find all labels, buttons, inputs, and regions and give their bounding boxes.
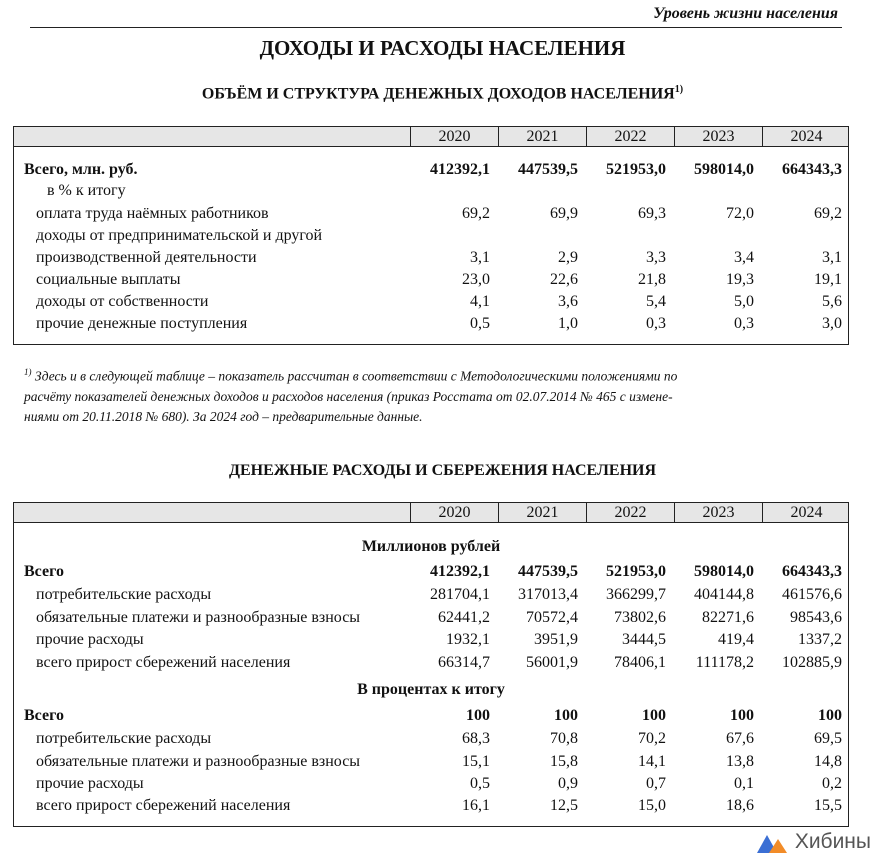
row-label: прочие расходы [36, 775, 144, 792]
section-header: Уровень жизни населения [653, 5, 838, 22]
cell: 15,0 [638, 797, 666, 814]
table-row [14, 584, 848, 606]
cell: 68,3 [462, 730, 490, 747]
year-header: 2020 [410, 503, 498, 522]
cell: 2,9 [558, 249, 578, 266]
cell: 1,0 [558, 315, 578, 332]
cell: 447539,5 [518, 563, 578, 580]
cell: 366299,7 [606, 586, 666, 603]
cell: 19,1 [814, 271, 842, 288]
cell: 100 [642, 707, 666, 724]
income-table-title-text: ОБЪЁМ И СТРУКТУРА ДЕНЕЖНЫХ ДОХОДОВ НАСЕЛЕНИЯ [201, 85, 675, 103]
cell: 3444,5 [622, 631, 666, 648]
cell: 521953,0 [606, 563, 666, 580]
cell: 412392,1 [430, 563, 490, 580]
row-label: всего прирост сбережений населения [36, 654, 291, 671]
cell: 664343,3 [782, 563, 842, 580]
table-row-total [14, 561, 848, 583]
document-title: ДОХОДЫ И РАСХОДЫ НАСЕЛЕНИЯ [259, 36, 626, 60]
row-label: обязательные платежи и разнообразные взносы [36, 753, 361, 770]
watermark-logo [757, 830, 871, 854]
cell: 73802,6 [614, 609, 666, 626]
table-row [14, 652, 848, 674]
table-row [14, 795, 848, 817]
table-header [14, 127, 848, 147]
table-row [14, 269, 848, 291]
cell: 0,3 [734, 315, 754, 332]
section-heading [14, 679, 848, 701]
cell: 0,2 [822, 775, 842, 792]
table-row [14, 728, 848, 750]
cell: 1337,2 [798, 631, 842, 648]
cell: 69,2 [462, 205, 490, 222]
section-heading-text: Миллионов рублей [361, 538, 501, 555]
cell: 62441,2 [438, 609, 490, 626]
row-label: доходы от предпринимательской и другой [36, 227, 323, 244]
cell: 5,4 [646, 293, 666, 310]
cell: 72,0 [726, 205, 754, 222]
year-header: 2024 [762, 503, 850, 522]
cell: 15,8 [550, 753, 578, 770]
footnote-line: расчёту показателей денежных доходов и расходов населения (приказ Росстата от 02.07.2014 № 465 с измене- [24, 388, 673, 404]
row-label: прочие денежные поступления [36, 315, 248, 332]
row-label: прочие расходы [36, 631, 144, 648]
cell: 404144,8 [694, 586, 754, 603]
cell: 15,1 [462, 753, 490, 770]
table-row [14, 203, 848, 225]
cell: 0,9 [558, 775, 578, 792]
cell: 0,1 [734, 775, 754, 792]
cell: 21,8 [638, 271, 666, 288]
cell: 56001,9 [526, 654, 578, 671]
cell: 102885,9 [782, 654, 842, 671]
cell: 70572,4 [526, 609, 578, 626]
cell: 82271,6 [702, 609, 754, 626]
cell: 16,1 [462, 797, 490, 814]
cell: 13,8 [726, 753, 754, 770]
cell: 70,8 [550, 730, 578, 747]
row-label: потребительские расходы [36, 586, 212, 603]
row-label: в % к итогу [47, 182, 126, 199]
cell: 15,5 [814, 797, 842, 814]
cell: 5,6 [822, 293, 842, 310]
cell: 317013,4 [518, 586, 578, 603]
footnote-line [24, 362, 842, 387]
year-header: 2022 [586, 503, 674, 522]
table-row [14, 607, 848, 629]
table-row [14, 313, 848, 335]
cell: 69,9 [550, 205, 578, 222]
expense-table-title: ДЕНЕЖНЫЕ РАСХОДЫ И СБЕРЕЖЕНИЯ НАСЕЛЕНИЯ [228, 462, 657, 479]
cell: 19,3 [726, 271, 754, 288]
table-row [14, 773, 848, 795]
footnote-text: Здесь и в следующей таблице – показатель рассчитан в соответствии с Методологическими положениями по [34, 368, 678, 384]
cell: 67,6 [726, 730, 754, 747]
table-row-label-line [14, 225, 848, 247]
table-row [14, 291, 848, 313]
cell: 70,2 [638, 730, 666, 747]
cell: 521953,0 [606, 161, 666, 178]
row-label: потребительские расходы [36, 730, 212, 747]
cell: 0,3 [646, 315, 666, 332]
cell: 18,6 [726, 797, 754, 814]
year-header: 2021 [498, 503, 586, 522]
cell: 69,2 [814, 205, 842, 222]
cell: 69,3 [638, 205, 666, 222]
cell: 22,6 [550, 271, 578, 288]
cell: 98543,6 [790, 609, 842, 626]
income-table [13, 126, 849, 345]
cell: 598014,0 [694, 161, 754, 178]
cell: 66314,7 [438, 654, 490, 671]
cell: 3,6 [558, 293, 578, 310]
year-header: 2024 [762, 127, 850, 146]
section-heading-text: В процентах к итогу [357, 681, 505, 698]
cell: 3,1 [822, 249, 842, 266]
footnote-mark: 1) [24, 367, 32, 377]
cell: 412392,1 [430, 161, 490, 178]
row-label: социальные выплаты [36, 271, 181, 288]
cell: 1932,1 [446, 631, 490, 648]
cell: 0,5 [470, 315, 490, 332]
cell: 100 [818, 707, 842, 724]
mountains-logo-icon [757, 831, 789, 853]
cell: 0,5 [470, 775, 490, 792]
row-label: Всего, млн. руб. [24, 161, 138, 178]
cell: 78406,1 [614, 654, 666, 671]
cell: 100 [730, 707, 754, 724]
row-label: Всего [24, 563, 64, 580]
table-row-total [14, 705, 848, 727]
cell: 461576,6 [782, 586, 842, 603]
cell: 14,1 [638, 753, 666, 770]
income-table-title [0, 84, 885, 103]
cell: 3,3 [646, 249, 666, 266]
table-row-total [14, 159, 848, 181]
title-footnote-mark: 1) [674, 84, 684, 95]
cell: 100 [466, 707, 490, 724]
cell: 12,5 [550, 797, 578, 814]
year-header: 2021 [498, 127, 586, 146]
footnote [24, 362, 842, 427]
row-label: доходы от собственности [36, 293, 209, 310]
cell: 100 [554, 707, 578, 724]
row-label: Всего [24, 707, 64, 724]
cell: 3,0 [822, 315, 842, 332]
cell: 447539,5 [518, 161, 578, 178]
cell: 14,8 [814, 753, 842, 770]
row-label: обязательные платежи и разнообразные взносы [36, 609, 361, 626]
watermark-text: Хибины [794, 830, 871, 853]
cell: 3,4 [734, 249, 754, 266]
footnote-line: ниями от 20.11.2018 № 680). За 2024 год – предварительные данные. [24, 408, 423, 424]
expense-table [13, 502, 849, 827]
cell: 281704,1 [430, 586, 490, 603]
header-bar [30, 0, 842, 28]
row-label: производственной деятельности [36, 249, 257, 266]
cell: 664343,3 [782, 161, 842, 178]
year-header: 2020 [410, 127, 498, 146]
table-row-pct-label [14, 180, 848, 202]
row-label: всего прирост сбережений населения [36, 797, 291, 814]
cell: 3951,9 [534, 631, 578, 648]
cell: 598014,0 [694, 563, 754, 580]
table-header [14, 503, 848, 523]
cell: 4,1 [470, 293, 490, 310]
year-header: 2023 [674, 503, 762, 522]
cell: 3,1 [470, 249, 490, 266]
cell: 69,5 [814, 730, 842, 747]
section-heading [14, 536, 848, 558]
year-header: 2022 [586, 127, 674, 146]
table-row [14, 247, 848, 269]
cell: 419,4 [718, 631, 754, 648]
table-row [14, 629, 848, 651]
year-header: 2023 [674, 127, 762, 146]
cell: 111178,2 [695, 654, 754, 671]
cell: 0,7 [646, 775, 666, 792]
table-row [14, 751, 848, 773]
cell: 5,0 [734, 293, 754, 310]
cell: 23,0 [462, 271, 490, 288]
row-label: оплата труда наёмных работников [36, 205, 269, 222]
